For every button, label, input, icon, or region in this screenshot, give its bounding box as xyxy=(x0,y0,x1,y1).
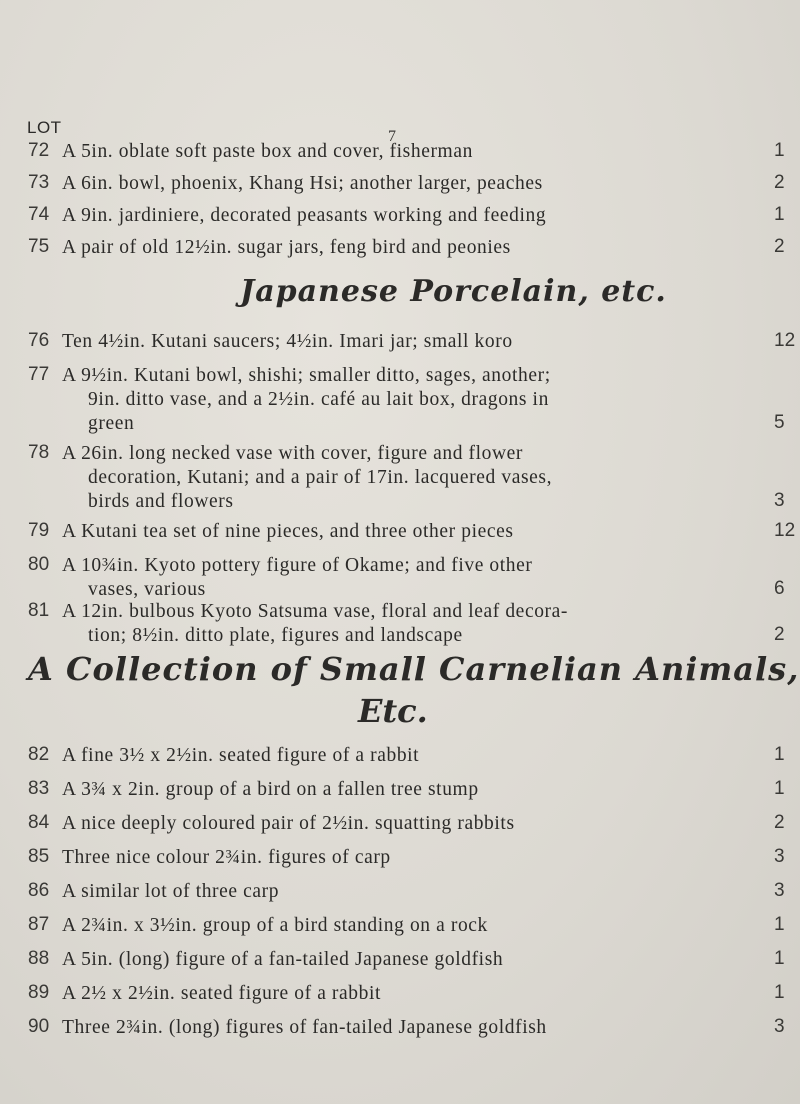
lot-quantity: 2 xyxy=(774,236,785,257)
lot-number: 75 xyxy=(28,236,50,257)
lot-quantity: 3 xyxy=(774,846,785,867)
lot-number: 88 xyxy=(28,948,50,969)
lot-number: 82 xyxy=(28,744,50,765)
lot-number: 80 xyxy=(28,554,50,575)
lot-description: A nice deeply coloured pair of 2½in. squatting rabbits xyxy=(62,813,515,834)
lot-description: Three nice colour 2¾in. figures of carp xyxy=(62,847,391,868)
lot-description: A 5in. oblate soft paste box and cover, fisherman xyxy=(62,141,473,162)
lot-quantity: 2 xyxy=(774,172,785,193)
lot-description: A 10¾in. Kyoto pottery figure of Okame; and five other vases, various xyxy=(62,555,533,600)
lot-number: 83 xyxy=(28,778,50,799)
lot-description: A 12in. bulbous Kyoto Satsuma vase, floral and leaf decora- tion; 8½in. ditto plate, figures and landscape xyxy=(62,601,568,646)
lot-description: A Kutani tea set of nine pieces, and three other pieces xyxy=(62,521,514,542)
lot-number: 79 xyxy=(28,520,50,541)
lot-quantity: 12 xyxy=(774,330,796,351)
lot-description: A 2½ x 2½in. seated figure of a rabbit xyxy=(62,983,382,1004)
lot-column-header: LOT xyxy=(27,118,62,137)
section-heading-japanese-porcelain: Japanese Porcelain, etc. xyxy=(240,274,667,309)
lot-quantity: 1 xyxy=(774,140,785,161)
lot-number: 74 xyxy=(28,204,50,225)
lot-description: A 5in. (long) figure of a fan-tailed Japanese goldfish xyxy=(62,949,504,970)
lot-number: 78 xyxy=(28,442,50,463)
lot-number: 90 xyxy=(28,1016,50,1037)
lot-quantity: 2 xyxy=(774,812,785,833)
lot-quantity: 3 xyxy=(774,1016,785,1037)
lot-number: 89 xyxy=(28,982,50,1003)
lot-number: 77 xyxy=(28,364,50,385)
lot-number: 76 xyxy=(28,330,50,351)
lot-quantity: 6 xyxy=(774,578,785,599)
lot-number: 84 xyxy=(28,812,50,833)
lot-description: A 3¾ x 2in. group of a bird on a fallen tree stump xyxy=(62,779,479,800)
lot-number: 85 xyxy=(28,846,50,867)
page-number: 7 xyxy=(388,128,396,145)
lot-description: A 2¾in. x 3½in. group of a bird standing on a rock xyxy=(62,915,488,936)
section-heading-carnelian-animals: A Collection of Small Carnelian Animals, xyxy=(28,650,800,688)
lot-number: 86 xyxy=(28,880,50,901)
lot-description: A 9in. jardiniere, decorated peasants working and feeding xyxy=(62,205,547,226)
lot-description: A pair of old 12½in. sugar jars, feng bird and peonies xyxy=(62,237,511,258)
lot-quantity: 2 xyxy=(774,624,785,645)
lot-description: Ten 4½in. Kutani saucers; 4½in. Imari jar; small koro xyxy=(62,331,513,352)
lot-quantity: 1 xyxy=(774,982,785,1003)
lot-description: A 26in. long necked vase with cover, figure and flower decoration, Kutani; and a pair of 17in. lacquered vases, birds and flowers xyxy=(62,443,553,512)
lot-quantity: 3 xyxy=(774,490,785,511)
section-heading-etc: Etc. xyxy=(358,692,428,730)
lot-number: 87 xyxy=(28,914,50,935)
lot-description: A fine 3½ x 2½in. seated figure of a rabbit xyxy=(62,745,420,766)
lot-quantity: 1 xyxy=(774,948,785,969)
lot-quantity: 3 xyxy=(774,880,785,901)
lot-description: A 6in. bowl, phoenix, Khang Hsi; another larger, peaches xyxy=(62,173,543,194)
lot-description: A similar lot of three carp xyxy=(62,881,280,902)
lot-quantity: 5 xyxy=(774,412,785,433)
lot-number: 73 xyxy=(28,172,50,193)
lot-quantity: 1 xyxy=(774,778,785,799)
lot-number: 72 xyxy=(28,140,50,161)
lot-quantity: 1 xyxy=(774,744,785,765)
lot-quantity: 1 xyxy=(774,204,785,225)
lot-number: 81 xyxy=(28,600,50,621)
lot-quantity: 1 xyxy=(774,914,785,935)
lot-description: A 9½in. Kutani bowl, shishi; smaller ditto, sages, another; 9in. ditto vase, and a 2½in. café au lait box, dragons in green xyxy=(62,365,551,434)
lot-quantity: 12 xyxy=(774,520,796,541)
lot-description: Three 2¾in. (long) figures of fan-tailed Japanese goldfish xyxy=(62,1017,547,1038)
